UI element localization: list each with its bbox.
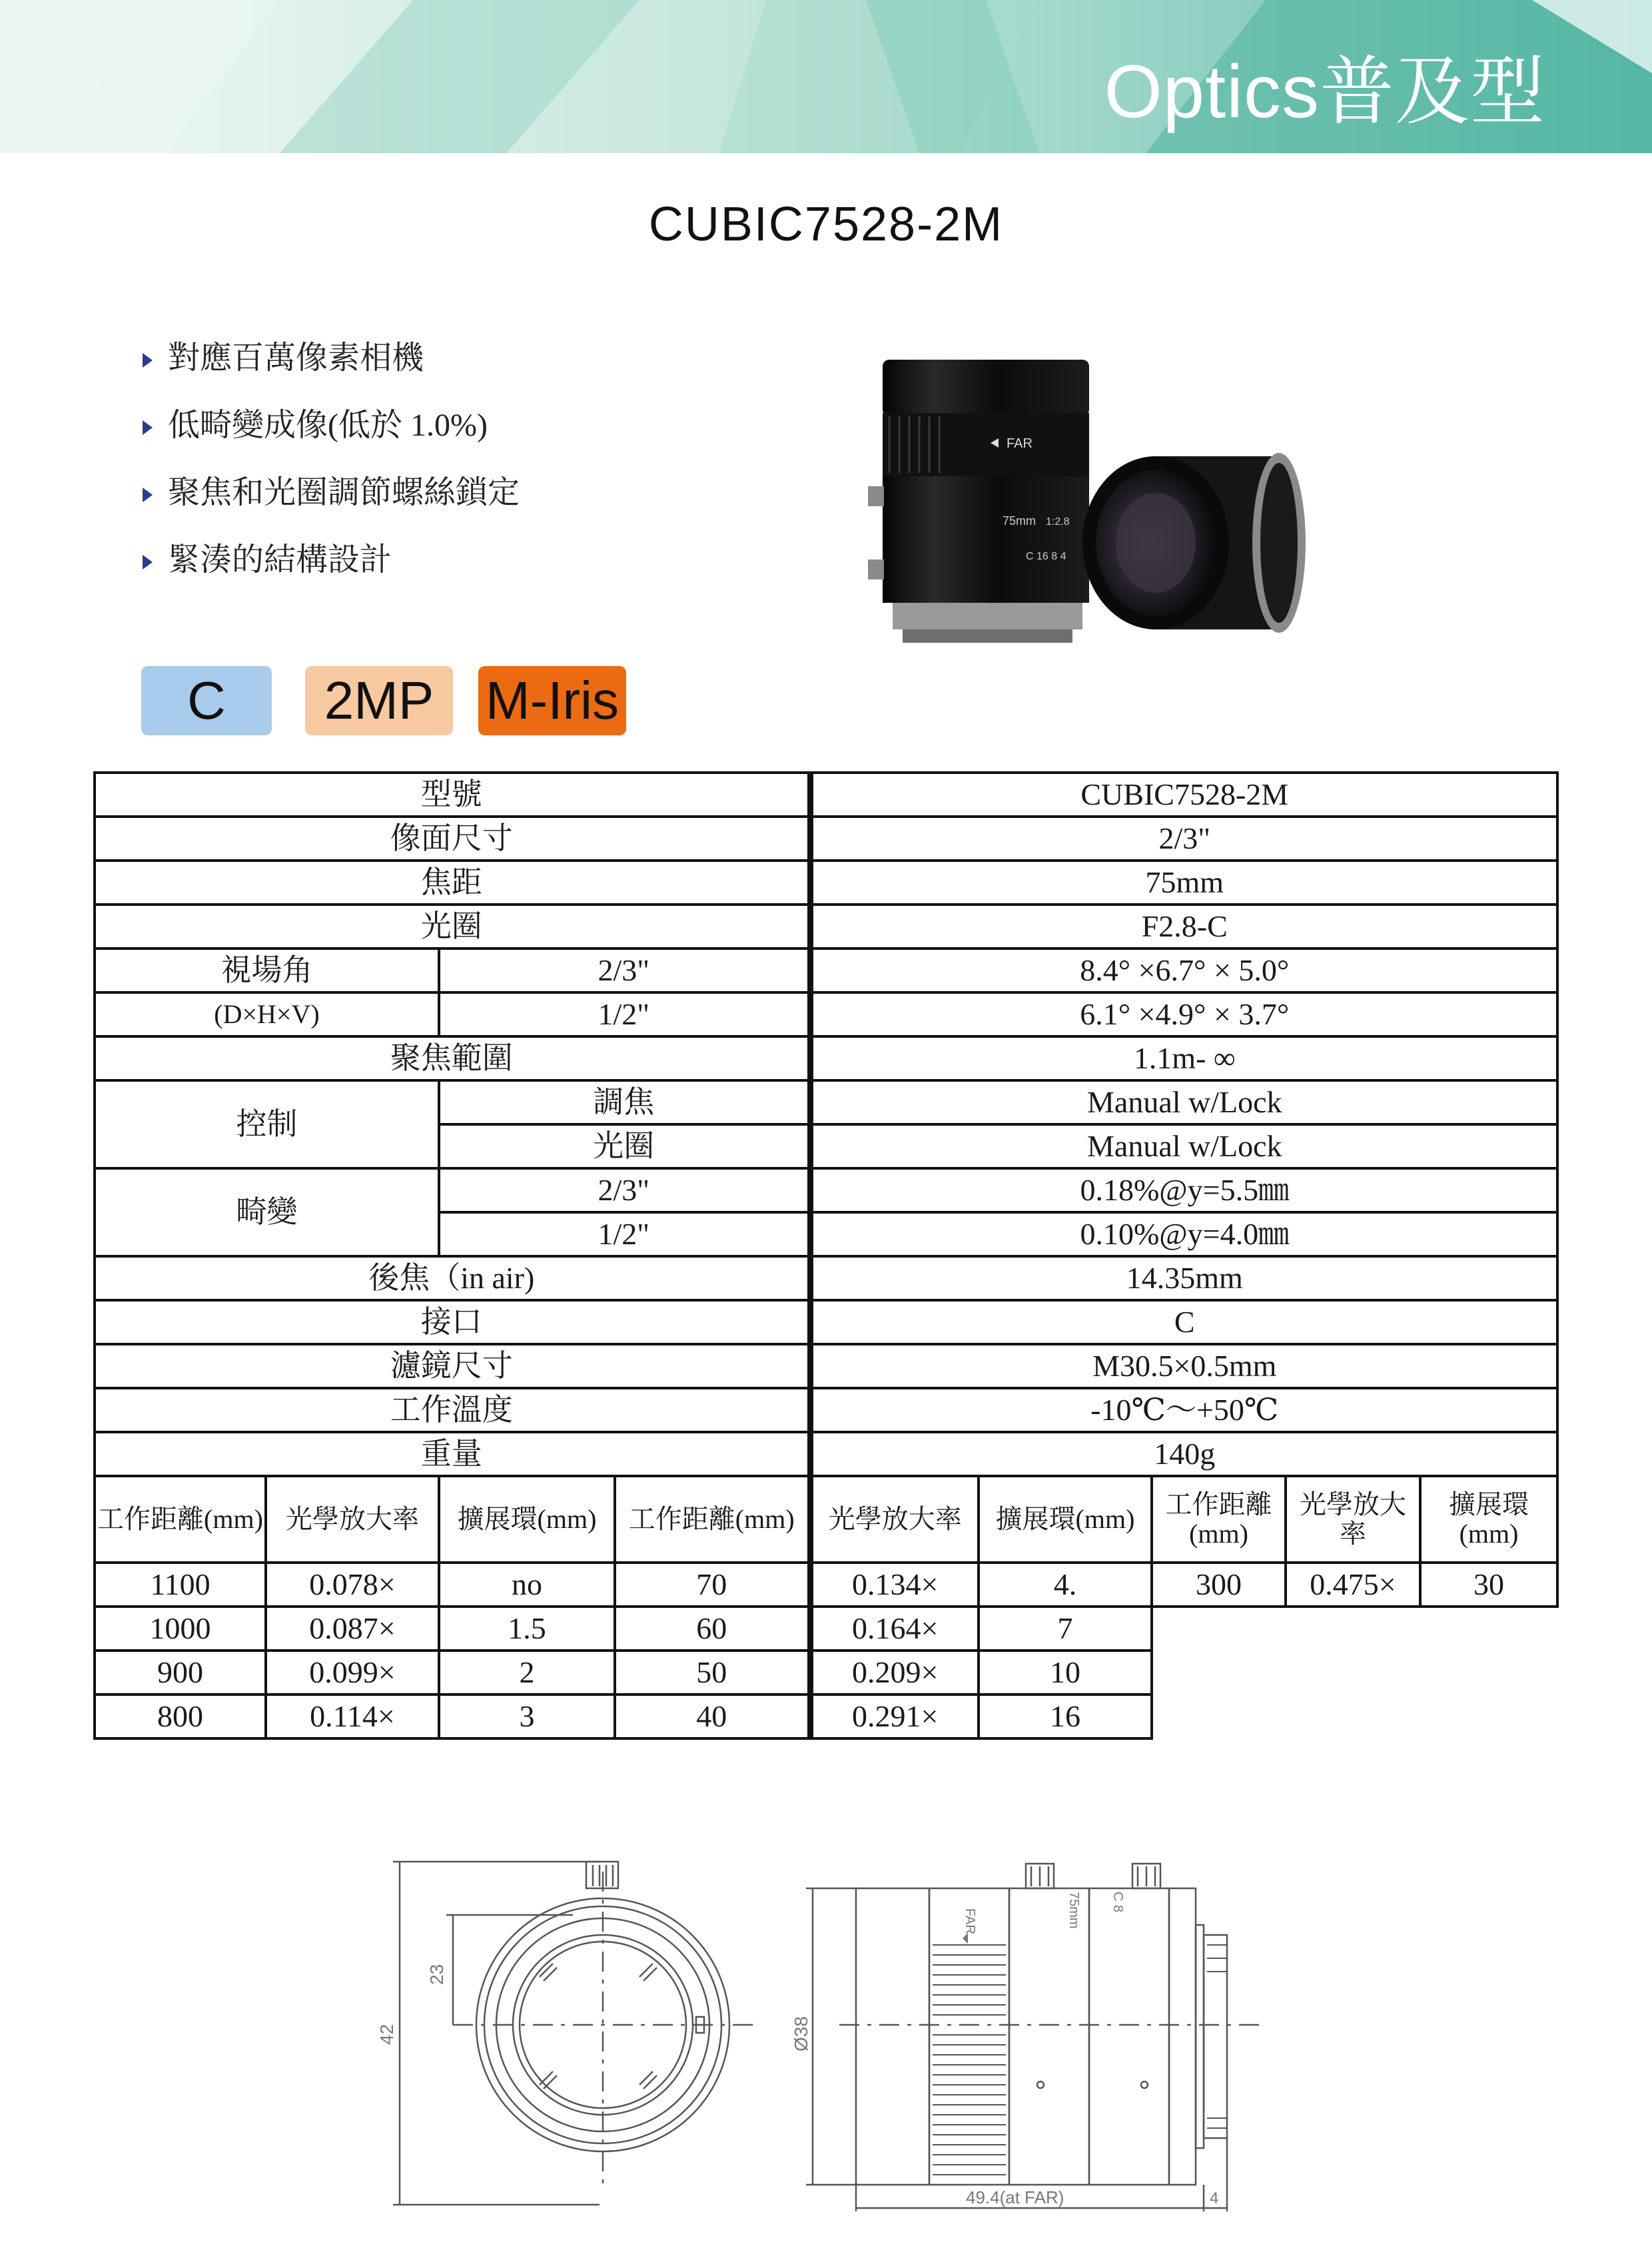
ext-table-row: 900 0.099× 2 50 0.209× 10 (95, 1651, 1557, 1694)
ext-table-header (95, 1476, 1557, 1563)
svg-text:23: 23 (426, 1964, 447, 1985)
spec-value: 2/3" (810, 817, 1557, 861)
svg-text:75mm: 75mm (1066, 1892, 1081, 1929)
spec-row-focal (95, 861, 1557, 905)
feature-item: 低畸變成像(低於 1.0%) (141, 399, 520, 466)
spec-value: F2.8-C (810, 905, 1557, 948)
spec-value: 8.4° ×6.7° × 5.0° (810, 948, 1557, 992)
spec-value: CUBIC7528-2M (810, 773, 1557, 817)
feature-item: 對應百萬像素相機 (141, 332, 520, 399)
spec-row-fov-1 (95, 948, 1557, 992)
feature-list (141, 332, 520, 601)
ext-table-row: 800 0.114× 3 40 0.291× 16 (95, 1694, 1557, 1738)
resolution-badge: 2MP (305, 666, 453, 735)
spec-label: 畸變 (95, 1168, 439, 1256)
spec-label: 工作溫度 (95, 1388, 810, 1432)
spec-sublabel: 1/2" (439, 992, 810, 1036)
svg-text:C 16 8 4: C 16 8 4 (1026, 551, 1066, 562)
svg-text:4: 4 (1210, 2189, 1219, 2207)
bullet-icon (143, 488, 153, 502)
spec-row-focus-range (95, 1036, 1557, 1080)
iris-badge: M-Iris (478, 666, 626, 735)
spec-row-distortion-1 (95, 1168, 1557, 1212)
ext-header: 光學放大率 (810, 1476, 979, 1563)
ext-header: 光學放大率 (266, 1476, 439, 1563)
bullet-icon (143, 420, 153, 435)
spec-label: 濾鏡尺寸 (95, 1344, 810, 1388)
bullet-icon (143, 555, 153, 569)
banner-title: Optics普及型 (1104, 50, 1545, 133)
svg-text:C 8: C 8 (1110, 1892, 1125, 1913)
spec-value: 140g (810, 1432, 1557, 1476)
ext-header: 工作距離(mm) (615, 1476, 810, 1563)
spec-value: 6.1° ×4.9° × 3.7° (810, 992, 1557, 1036)
spec-value: 75mm (810, 861, 1557, 905)
mount-badge: C (141, 666, 272, 735)
side-view (806, 1864, 1266, 2211)
spec-value: 0.18%@y=5.5㎜ (810, 1168, 1557, 1212)
spec-row-filter (95, 1344, 1557, 1388)
header-banner (0, 0, 1652, 153)
spec-value: -10℃～+50℃ (810, 1388, 1557, 1432)
spec-label: 後焦（in air) (95, 1256, 810, 1300)
spec-value: 14.35mm (810, 1256, 1557, 1300)
spec-label: 重量 (95, 1432, 810, 1476)
spec-row-aperture (95, 905, 1557, 948)
bullet-icon (143, 353, 153, 368)
ext-header: 擴展環(mm) (1420, 1476, 1557, 1563)
spec-value: 1.1m- ∞ (810, 1036, 1557, 1080)
spec-row-weight (95, 1432, 1557, 1476)
svg-text:42: 42 (376, 2024, 397, 2045)
feature-item: 緊湊的結構設計 (141, 534, 520, 601)
spec-row-mount (95, 1300, 1557, 1344)
spec-row-back-focus (95, 1256, 1557, 1300)
svg-text:FAR: FAR (1007, 436, 1032, 451)
ext-header: 光學放大率 (1286, 1476, 1420, 1563)
technical-drawing (0, 1825, 1652, 2225)
spec-label: 控制 (95, 1080, 439, 1168)
spec-label: 型號 (95, 773, 810, 817)
lens-photo (863, 346, 1329, 659)
svg-text:1:2.8: 1:2.8 (1046, 516, 1070, 528)
ext-header: 擴展環(mm) (439, 1476, 615, 1563)
spec-label: 像面尺寸 (95, 817, 810, 861)
spec-value: C (810, 1300, 1557, 1344)
spec-value: M30.5×0.5mm (810, 1344, 1557, 1388)
ext-header: 工作距離(mm) (1152, 1476, 1286, 1563)
spec-value: 0.10%@y=4.0㎜ (810, 1212, 1557, 1256)
spec-value: Manual w/Lock (810, 1080, 1557, 1124)
svg-text:Ø38: Ø38 (791, 2016, 811, 2052)
spec-row-model (95, 773, 1557, 817)
arrow-icon (963, 1933, 968, 1944)
ext-table-row: 1000 0.087× 1.5 60 0.164× 7 (95, 1607, 1557, 1651)
spec-row-control-1 (95, 1080, 1557, 1124)
svg-text:FAR: FAR (963, 1908, 977, 1934)
spec-row-fov-2 (95, 992, 1557, 1036)
svg-text:75mm: 75mm (1003, 514, 1036, 528)
page-title: CUBIC7528-2M (648, 198, 1004, 251)
spec-label: 焦距 (95, 861, 810, 905)
spec-table (93, 771, 1559, 1740)
spec-sublabel: 調焦 (439, 1080, 810, 1124)
ext-header: 擴展環(mm) (979, 1476, 1152, 1563)
spec-sublabel: 1/2" (439, 1212, 810, 1256)
spec-label: 聚焦範圍 (95, 1036, 810, 1080)
svg-text:49.4(at FAR): 49.4(at FAR) (966, 2187, 1064, 2207)
spec-sublabel: 2/3" (439, 1168, 810, 1212)
ext-table-row: 1100 0.078× no 70 0.134× 4. 300 0.475× 30 (95, 1563, 1557, 1607)
spec-label: (D×H×V) (95, 992, 439, 1036)
spec-sublabel: 2/3" (439, 948, 810, 992)
spec-row-sensor (95, 817, 1557, 861)
spec-sublabel: 光圈 (439, 1124, 810, 1168)
feature-item: 聚焦和光圈調節螺絲鎖定 (141, 466, 520, 534)
spec-label: 視場角 (95, 948, 439, 992)
front-view (393, 1862, 753, 2205)
spec-label: 光圈 (95, 905, 810, 948)
spec-row-temp (95, 1388, 1557, 1432)
spec-value: Manual w/Lock (810, 1124, 1557, 1168)
ext-header: 工作距離(mm) (95, 1476, 266, 1563)
spec-label: 接口 (95, 1300, 810, 1344)
